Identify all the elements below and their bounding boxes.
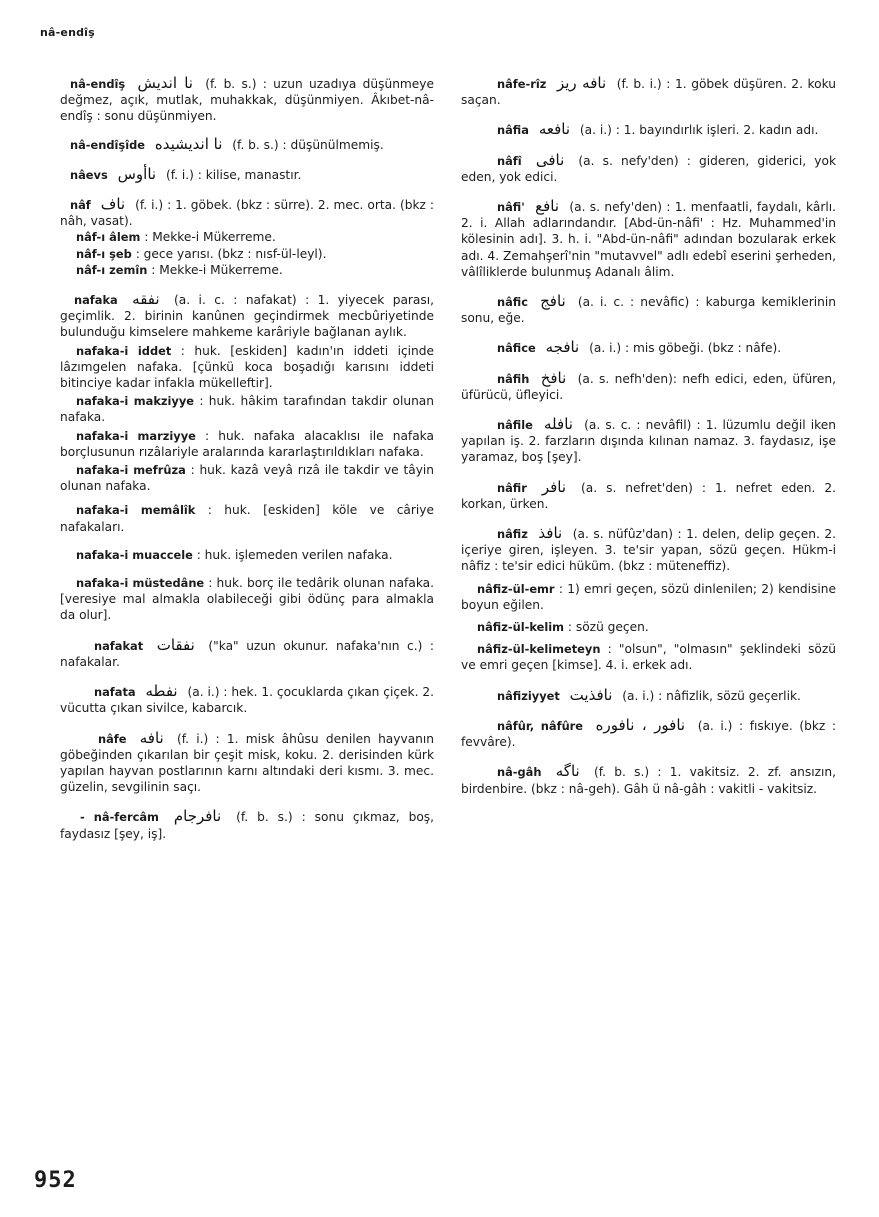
entry-arabic-script: نافر <box>541 477 567 496</box>
dictionary-entry <box>60 229 434 245</box>
entry-arabic-script: نافع <box>535 197 559 216</box>
entry-arabic-script: نفطه <box>145 682 178 701</box>
entry-definition: : huk. [eskiden] kadın'ın iddeti içinde lâzımgelen nafaka. [çünkü koca boşadığı karısını iddeti bitinciye kadar infakla mükelleftir]. <box>60 343 434 391</box>
entry-definition: (a. s. nefy'den) : gideren, giderici, yok eden, yok edici. <box>461 153 837 184</box>
dictionary-entry <box>60 343 434 392</box>
entry-headword: nafaka-i iddet <box>76 343 172 358</box>
entry-arabic-script: نافه ریز <box>556 74 607 92</box>
entry-arabic-script: نا اندیشیده <box>154 134 223 153</box>
dictionary-entry <box>461 764 836 796</box>
entry-definition: (a. i.) : hek. 1. çocuklarda çıkan çiçek. 2. vücutta çıkan sivilce, kabarcık. <box>60 685 435 716</box>
entry-definition: (f. i.) : 1. göbek. (bkz : sürre). 2. mec. orta. (bkz : nâh, vasat). <box>60 198 435 229</box>
entry-definition: : huk. kazâ veyâ rızâ ile takdir ve tâyin olunan nafaka. <box>60 463 435 494</box>
entry-arabic-script: نفقات <box>156 635 195 654</box>
dictionary-entry <box>461 526 836 575</box>
entry-definition: : sözü geçen. <box>567 620 649 635</box>
entry-definition: (a. i.) : 1. bayındırlık işleri. 2. kadın adı. <box>579 123 819 138</box>
entry-headword: nâfiz-ül-emr <box>477 581 555 596</box>
entry-definition: (f. i.) : 1. misk âhûsu denilen hayvanın göbeğinden çıkarılan bir çeşit misk, koku. 2. derisinden kürk yapılan hayvan postlarının karnı altındaki deri kısmı. 3. mec. güzelin, sevgilinin saçı. <box>60 731 434 795</box>
entry-headword: nâf-ı zemîn <box>76 262 148 277</box>
entry-definition: : huk. borç ile tedârik olunan nafaka. [veresiye mal almakla olabileceği gibi ödünç para almakla da olur]. <box>60 576 435 623</box>
dictionary-entry <box>461 641 836 673</box>
entry-arabic-script: نا اندیش <box>137 74 193 92</box>
entry-definition: : Mekke-i Mükerreme. <box>151 262 283 277</box>
entry-headword: nafaka-i marziyye <box>76 428 196 443</box>
page-number: 952 <box>34 1168 77 1193</box>
dictionary-entry <box>60 246 434 262</box>
entry-definition: (f. b. s.) : sonu çıkmaz, boş, faydasız [şey, iş]. <box>60 810 434 841</box>
entry-headword: nafakat <box>94 638 144 653</box>
entry-definition: : Mekke-i Mükerreme. <box>144 230 276 245</box>
entry-headword: nâfir <box>497 480 527 495</box>
entry-definition: (a. i. c. : nevâfic) : kaburga kemiklerinin sonu, eğe. <box>461 295 837 326</box>
dictionary-entry <box>60 197 434 229</box>
dictionary-entry <box>461 581 836 613</box>
dictionary-entry <box>461 122 836 138</box>
entry-headword: nâf <box>70 198 91 213</box>
dictionary-entry <box>461 294 836 326</box>
dictionary-entry <box>461 715 836 750</box>
entry-headword: nâ-endîş <box>70 77 126 91</box>
entry-arabic-script: نفقه <box>132 290 160 309</box>
entry-arabic-script: نافخ <box>540 368 567 387</box>
entry-headword: nâ-endîşîde <box>70 137 145 152</box>
entry-definition: : huk. hâkim tarafından takdir olunan nafaka. <box>60 394 434 425</box>
entry-headword: nafata <box>94 685 136 700</box>
entry-arabic-script: نافج <box>540 292 566 311</box>
entry-headword: nâfî <box>497 153 522 168</box>
dictionary-entry <box>60 547 434 563</box>
entry-headword: nâfih <box>497 371 530 386</box>
entry-arabic-script: نافعه <box>538 120 571 139</box>
entry-headword: nafaka-i mefrûza <box>76 463 186 478</box>
entry-headword: nâfiz-ül-kelim <box>477 620 565 635</box>
entry-headword: nâf-ı şeb <box>76 246 132 261</box>
entry-arabic-script: نافور ، نافوره <box>595 715 686 734</box>
dictionary-entry <box>461 685 836 704</box>
entry-arabic-script: ناف <box>100 195 126 214</box>
dictionary-entry <box>461 150 837 185</box>
entry-headword: nafaka <box>74 293 118 308</box>
dictionary-entry <box>461 477 837 512</box>
dictionary-entry <box>60 728 434 796</box>
entry-headword: nâfe <box>98 731 127 746</box>
entry-headword: nâfûr, nâfûre <box>497 718 584 733</box>
entry-arabic-script: نافرجام <box>173 807 222 826</box>
entry-arabic-script: نافذیت <box>569 685 613 704</box>
entry-definition: (f. i.) : kilise, manastır. <box>165 167 302 182</box>
entry-arabic-script: ناأوس <box>117 164 157 183</box>
entry-definition: (a. i.) : mis göbeği. (bkz : nâfe). <box>589 341 782 356</box>
entry-arabic-script: نافی <box>535 150 565 169</box>
entry-headword: nâfia <box>497 123 529 138</box>
entry-definition: (a. i. c. : nafakat) : 1. yiyecek parası, geçimlik. 2. birinin kanûnen geçindirmek mecbûriyetinde bulunduğu kimselere mahkeme karâriyle bağlanan aylık. <box>60 293 435 340</box>
entry-definition: (f. b. s.) : düşünülmemiş. <box>232 137 384 152</box>
dictionary-entry <box>60 428 434 460</box>
dictionary-entry <box>60 76 434 125</box>
entry-headword: nâfi' <box>497 200 525 215</box>
entry-headword: nâfiziyyet <box>497 688 560 703</box>
entry-definition: : 1) emri geçen, sözü dinlenilen; 2) kendisine boyun eğilen. <box>461 581 836 612</box>
dictionary-entry <box>60 164 434 183</box>
entry-headword: nâfe-rîz <box>497 77 547 91</box>
right-column <box>461 76 836 797</box>
entry-headword: nâfiz-ül-kelimeteyn <box>477 642 601 657</box>
entry-definition: ("ka" uzun okunur. nafaka'nın c.) : nafakalar. <box>60 638 435 669</box>
entry-headword: nâf-ı âlem <box>76 230 141 245</box>
dictionary-entry <box>60 502 434 534</box>
dictionary-entry <box>461 76 836 108</box>
entry-definition: (a. i.) : fıskıye. (bkz : fevvâre). <box>461 718 836 750</box>
dictionary-entry <box>461 340 836 356</box>
entry-headword: - nâ-fercâm <box>80 810 159 825</box>
entry-headword: nâfile <box>497 418 533 433</box>
entry-headword: nafaka-i muaccele <box>76 547 193 562</box>
dictionary-entry <box>60 292 434 341</box>
entry-definition: (a. s. nefh'den): nefh edici, eden, üfüren, üfürücü, üfleyici. <box>461 371 837 402</box>
entry-headword: nafaka-i memâlîk <box>76 503 196 518</box>
entry-headword: nâevs <box>70 167 108 182</box>
entry-arabic-script: نافله <box>544 415 573 434</box>
entry-headword: nâ-gâh <box>497 765 542 780</box>
entry-definition: : huk. nafaka alacaklısı ile nafaka borçlusunun rızâlariyle aralarında kararlaştırıldıkları nafaka. <box>60 428 434 459</box>
dictionary-entry <box>461 417 836 466</box>
entry-definition: (a. i.) : nâfizlik, sözü geçerlik. <box>622 688 801 703</box>
dictionary-entry <box>60 134 434 153</box>
dictionary-entry <box>60 809 434 841</box>
dictionary-entry <box>60 393 434 425</box>
left-column <box>60 76 434 842</box>
entry-definition: : huk. [eskiden] köle ve câriye nafakaları. <box>60 503 434 534</box>
entry-definition: : "olsun", "olmasın" şeklindeki sözü ve emri geçen [kimse]. 4. i. erkek adı. <box>461 642 836 673</box>
entry-definition: : huk. işlemeden verilen nafaka. <box>196 547 393 562</box>
entry-definition: (a. s. c. : nevâfil) : 1. lüzumlu değil iken yapılan iş. 2. farzların dışında kılınan namaz. 3. faydasız, işe yaramaz, boş [şey]. <box>461 418 836 465</box>
entry-definition: (a. s. nefy'den) : 1. menfaatli, faydalı, kârlı. 2. i. Allah adlarındandır. [Abd-ün-nâfi' : Hz. Muhammed'in kölesinin adı]. 3. h. i. "Abd-ün-nâfi" adından bozularak erkek adı. 4. Zemahşerî'nin "mutavvel" adlı edebî eserini şerheden, vâlîliklerde bulunmuş Adanalı âlim. <box>461 200 837 279</box>
entry-headword: nâfice <box>497 341 536 356</box>
entry-arabic-script: ناگه <box>555 762 580 781</box>
entry-definition: (f. b. s.) : uzun uzadıya düşünmeye değmez, açık, mutlak, muhakkak, düşünmiyen. Âkıbet-nâ-endîş : sonu düşünmiyen. <box>60 77 435 124</box>
dictionary-entry <box>461 199 836 280</box>
entry-definition: (a. s. nefret'den) : 1. nefret eden. 2. korkan, ürken. <box>461 480 837 511</box>
entry-headword: nafaka-i makziyye <box>76 394 194 409</box>
dictionary-entry <box>60 462 434 494</box>
entry-headword: nâfic <box>497 295 528 310</box>
entry-arabic-script: نافجه <box>545 338 580 357</box>
dictionary-entry <box>60 684 434 716</box>
dictionary-entry <box>461 368 837 403</box>
entry-definition: (f. b. i.) : 1. göbek düşüren. 2. koku saçan. <box>461 77 837 108</box>
entry-headword: nafaka-i müstedâne <box>76 576 205 591</box>
running-head: nâ-endîş <box>40 26 95 39</box>
entry-definition: (a. s. nüfûz'dan) : 1. delen, delip geçen. 2. içeriye giren, işleyen. 3. te'sir yapan, sözü geçen. Hükm-i nâfiz : te'sir edici hüküm. (bkz : müteneffiz). <box>461 527 837 574</box>
entry-arabic-script: نافه <box>139 728 164 747</box>
dictionary-entry <box>60 575 434 624</box>
entry-headword: nâfiz <box>497 527 528 542</box>
dictionary-entry <box>60 635 435 670</box>
entry-definition: : gece yarısı. (bkz : nısf-ül-leyl). <box>135 246 327 261</box>
dictionary-entry <box>60 262 434 278</box>
dictionary-entry <box>461 619 836 635</box>
entry-definition: (f. b. s.) : 1. vakitsiz. 2. zf. ansızın, birdenbire. (bkz : nâ-geh). Gâh ü nâ-gâh : vakitli - vakitsiz. <box>461 765 837 796</box>
entry-arabic-script: نافذ <box>538 524 563 543</box>
